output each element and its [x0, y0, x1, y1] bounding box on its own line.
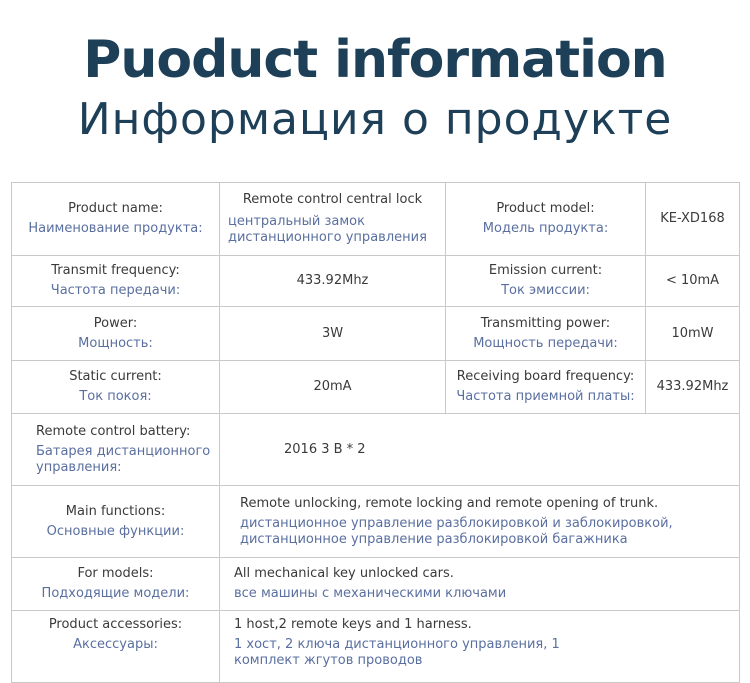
static-current-label: Static current: Ток покоя: — [12, 361, 220, 414]
product-name-value: Remote control central lock центральный замок дистанционного управления — [220, 183, 446, 256]
for-models-value: All mechanical key unlocked cars. все машины с механическими ключами — [220, 558, 740, 611]
table-row — [12, 611, 740, 683]
transmit-frequency-label: Transmit frequency: Частота передачи: — [12, 256, 220, 307]
page-subtitle: Информация о продукте — [77, 94, 673, 145]
table-row — [12, 183, 740, 256]
table-row — [12, 361, 740, 414]
product-model-label: Product model: Модель продукта: — [446, 183, 646, 256]
main-functions-label: Main functions: Основные функции: — [12, 486, 220, 558]
transmitting-power-label: Transmitting power: Мощность передачи: — [446, 307, 646, 361]
table-row — [12, 558, 740, 611]
for-models-label: For models: Подходящие модели: — [12, 558, 220, 611]
receiving-board-frequency-value: 433.92Mhz — [646, 361, 740, 414]
table-row — [12, 486, 740, 558]
accessories-label: Product accessories: Аксессуары: — [12, 611, 220, 683]
remote-battery-value: 2016 3 В * 2 — [220, 414, 740, 486]
emission-current-value: < 10mA — [646, 256, 740, 307]
static-current-value: 20mA — [220, 361, 446, 414]
page-title: Puoduct information — [83, 30, 667, 90]
table-row — [12, 307, 740, 361]
table-row — [12, 256, 740, 307]
product-name-label: Product name: Наименование продукта: — [12, 183, 220, 256]
transmit-frequency-value: 433.92Mhz — [220, 256, 446, 307]
transmitting-power-value: 10mW — [646, 307, 740, 361]
receiving-board-frequency-label: Receiving board frequency: Частота приемной платы: — [446, 361, 646, 414]
spec-table — [11, 182, 740, 683]
main-functions-value: Remote unlocking, remote locking and remote opening of trunk. дистанционное управление разблокировкой и заблокировкой, дистанционное управление разблокировкой багажника — [220, 486, 740, 558]
accessories-value: 1 host,2 remote keys and 1 harness. 1 хост, 2 ключа дистанционного управления, 1 комплект жгутов проводов — [220, 611, 740, 683]
power-label: Power: Мощность: — [12, 307, 220, 361]
emission-current-label: Emission current: Ток эмиссии: — [446, 256, 646, 307]
product-model-value: KE-XD168 — [646, 183, 740, 256]
power-value: 3W — [220, 307, 446, 361]
remote-battery-label: Remote control battery: Батарея дистанционного управления: — [12, 414, 220, 486]
table-row — [12, 414, 740, 486]
